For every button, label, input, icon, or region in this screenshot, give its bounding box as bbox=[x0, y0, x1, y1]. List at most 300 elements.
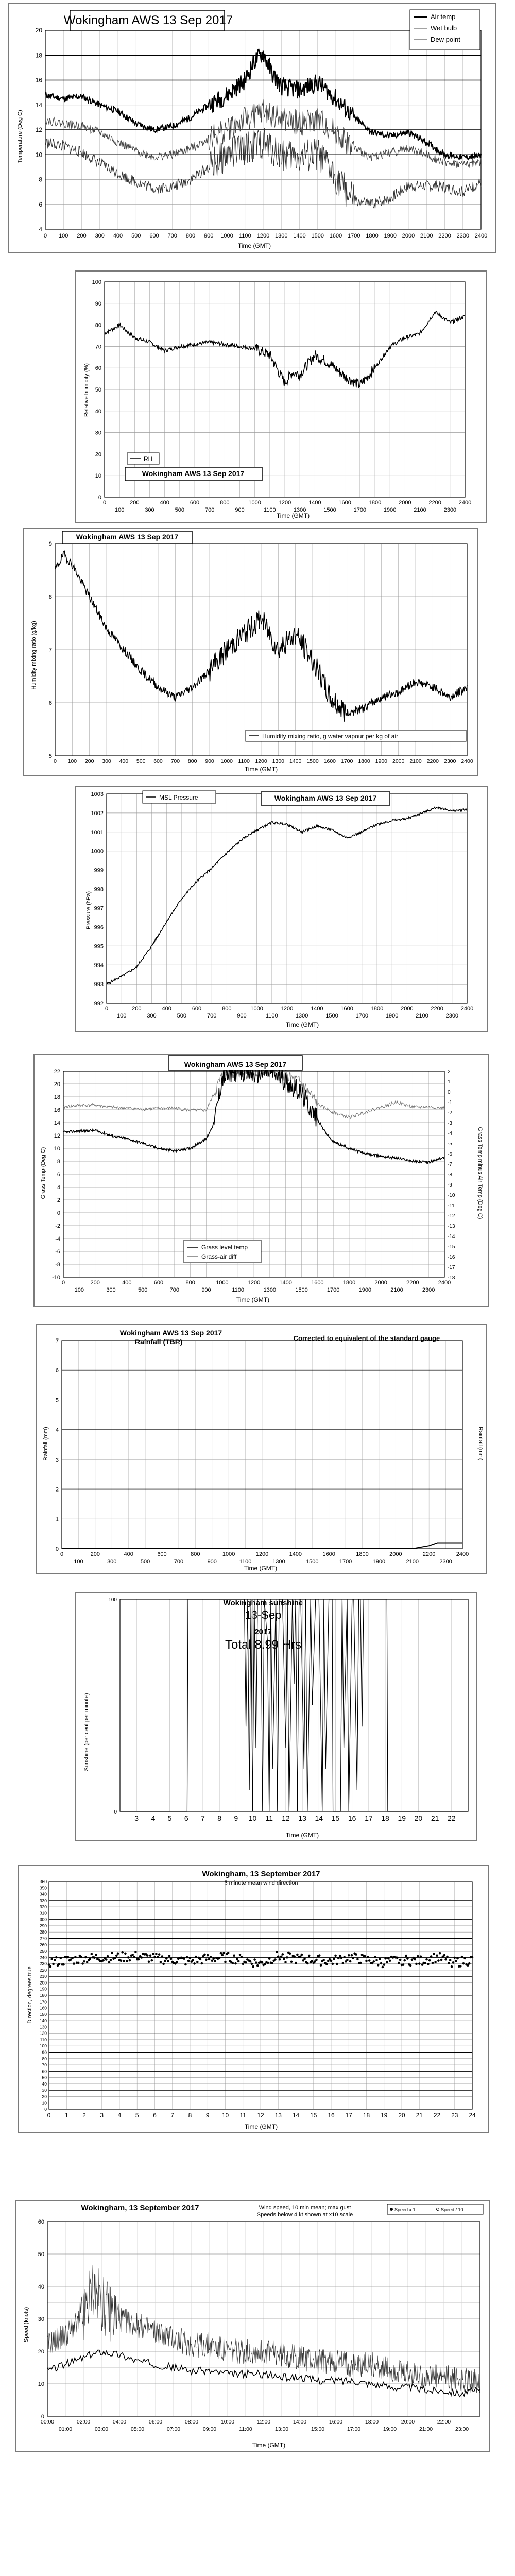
direction-point bbox=[49, 1965, 52, 1968]
direction-point bbox=[308, 1955, 311, 1957]
x-tick-label: 15 bbox=[310, 2112, 317, 2119]
y-tick-label: 14 bbox=[35, 101, 42, 109]
chart-year: 2017 bbox=[254, 1628, 272, 1636]
x-tick-label: 1400 bbox=[279, 1280, 292, 1286]
x-tick-label: 1300 bbox=[295, 1013, 308, 1019]
x-tick-label: 300 bbox=[106, 1287, 116, 1293]
y2-tick-label: -13 bbox=[448, 1224, 455, 1229]
direction-point bbox=[55, 1956, 58, 1959]
x-tick-label: 1900 bbox=[385, 1013, 399, 1019]
x-tick-label: 1500 bbox=[325, 1013, 338, 1019]
y-tick-label: 40 bbox=[95, 408, 101, 415]
x-tick-label: 00:00 bbox=[40, 2419, 55, 2425]
x-tick-label: 1500 bbox=[295, 1287, 308, 1293]
y-tick-label: 0 bbox=[55, 1546, 59, 1552]
legend-label: Speed / 10 bbox=[441, 2207, 464, 2212]
plot-frame bbox=[120, 1599, 468, 1811]
direction-point bbox=[428, 1959, 431, 1962]
x-tick-label: 2000 bbox=[374, 1280, 387, 1286]
direction-point bbox=[71, 1957, 74, 1959]
x-tick-label: 7 bbox=[201, 1814, 205, 1822]
x-tick-label: 2300 bbox=[443, 758, 456, 765]
direction-point bbox=[237, 1960, 240, 1963]
x-tick-label: 1700 bbox=[339, 1558, 352, 1565]
x-tick-label: 600 bbox=[149, 233, 159, 239]
direction-point bbox=[138, 1958, 140, 1961]
x-tick-label: 3 bbox=[134, 1814, 139, 1822]
legend-label: MSL Pressure bbox=[159, 794, 198, 801]
direction-point bbox=[425, 1958, 428, 1961]
y-tick-label: 20 bbox=[38, 2349, 44, 2355]
y-tick-label: 16 bbox=[35, 76, 42, 84]
x-tick-label: 1600 bbox=[329, 233, 342, 239]
direction-point bbox=[133, 1956, 135, 1958]
direction-point bbox=[252, 1965, 254, 1968]
wind-speed-chart bbox=[16, 2201, 489, 2451]
y-tick-label: 0 bbox=[57, 1210, 60, 1216]
x-tick-label: 2000 bbox=[389, 1551, 402, 1557]
y-tick-label: 10 bbox=[38, 2381, 44, 2387]
y-tick-label: 180 bbox=[39, 1993, 47, 1998]
y-tick-label: 50 bbox=[42, 2075, 47, 2080]
x-tick-label: 2100 bbox=[420, 233, 433, 239]
direction-point bbox=[107, 1955, 109, 1958]
x-axis-label: Time (GMT) bbox=[244, 766, 278, 773]
x-tick-label: 14 bbox=[315, 1814, 323, 1822]
direction-point bbox=[276, 1951, 278, 1953]
direction-point bbox=[120, 1960, 123, 1962]
x-tick-label: 2300 bbox=[443, 507, 457, 513]
y-tick-label: 30 bbox=[95, 430, 101, 436]
direction-point bbox=[117, 1952, 119, 1955]
direction-point bbox=[268, 1957, 271, 1960]
x-tick-label: 100 bbox=[116, 1013, 127, 1019]
direction-point bbox=[207, 1954, 209, 1957]
chart-date: 13-Sep bbox=[245, 1608, 282, 1621]
x-tick-label: 22:00 bbox=[437, 2419, 451, 2425]
grass-temp-chart bbox=[35, 1055, 488, 1306]
y-tick-label: 330 bbox=[39, 1897, 47, 1903]
x-tick-label: 800 bbox=[187, 758, 197, 765]
x-tick-label: 2000 bbox=[402, 233, 415, 239]
x-tick-label: 700 bbox=[174, 1558, 184, 1565]
direction-point bbox=[334, 1955, 337, 1957]
x-tick-label: 20 bbox=[414, 1814, 423, 1822]
y-tick-label: 70 bbox=[42, 2062, 47, 2068]
direction-point bbox=[127, 1956, 130, 1959]
y-tick-label: 90 bbox=[95, 300, 101, 307]
direction-point bbox=[277, 1955, 280, 1958]
direction-point bbox=[170, 1958, 173, 1960]
direction-point bbox=[296, 1954, 299, 1956]
y-tick-label: 60 bbox=[42, 2069, 47, 2074]
direction-point bbox=[256, 1964, 259, 1967]
y2-tick-label: 0 bbox=[448, 1090, 451, 1095]
y-tick-label: 340 bbox=[39, 1891, 47, 1897]
y-tick-label: 993 bbox=[94, 981, 104, 988]
direction-point bbox=[241, 1956, 243, 1958]
direction-point bbox=[60, 1957, 62, 1959]
chart-subtitle-2: Speeds below 4 kt shown at x10 scale bbox=[256, 2212, 353, 2218]
x-tick-label: 6 bbox=[153, 2112, 157, 2119]
direction-point bbox=[411, 1959, 414, 1961]
direction-point bbox=[74, 1956, 77, 1958]
x-tick-label: 900 bbox=[235, 507, 245, 513]
y2-tick-label: -16 bbox=[448, 1255, 455, 1260]
x-tick-label: 2200 bbox=[428, 500, 441, 506]
x-tick-label: 10 bbox=[248, 1814, 257, 1822]
x-tick-label: 600 bbox=[157, 1551, 167, 1557]
direction-point bbox=[239, 1954, 242, 1956]
x-tick-label: 1000 bbox=[220, 758, 233, 765]
direction-point bbox=[86, 1961, 89, 1963]
x-tick-label: 2100 bbox=[416, 1013, 428, 1019]
y-tick-label: 8 bbox=[39, 176, 42, 183]
direction-point bbox=[67, 1956, 70, 1959]
direction-point bbox=[242, 1963, 245, 1965]
x-tick-label: 1400 bbox=[311, 1006, 323, 1012]
x-tick-label: 100 bbox=[74, 1287, 84, 1293]
direction-point bbox=[303, 1958, 306, 1960]
direction-point bbox=[83, 1960, 85, 1963]
mixing-ratio-chart-panel bbox=[23, 528, 478, 776]
y-tick-label: -4 bbox=[55, 1236, 60, 1242]
y-tick-label: 100 bbox=[39, 2043, 47, 2049]
direction-point bbox=[352, 1957, 355, 1959]
x-tick-label: 1900 bbox=[375, 758, 388, 765]
x-tick-label: 500 bbox=[175, 507, 185, 513]
x-tick-label: 0 bbox=[61, 1280, 65, 1286]
x-tick-label: 2 bbox=[82, 2112, 86, 2119]
direction-point bbox=[220, 1952, 222, 1955]
direction-point bbox=[375, 1959, 378, 1961]
x-axis-label: Time (GMT) bbox=[276, 512, 310, 519]
direction-point bbox=[255, 1961, 258, 1964]
direction-point bbox=[111, 1952, 113, 1954]
y-tick-label: 18 bbox=[54, 1094, 60, 1100]
y-tick-label: 20 bbox=[35, 27, 42, 34]
direction-point bbox=[405, 1955, 407, 1957]
direction-point bbox=[282, 1953, 284, 1956]
x-tick-label: 100 bbox=[59, 233, 68, 239]
y-tick-label: 12 bbox=[35, 126, 42, 133]
x-tick-label: 300 bbox=[102, 758, 111, 765]
chart-title: Wokingham, 13 September 2017 bbox=[202, 1870, 320, 1878]
direction-point bbox=[355, 1953, 357, 1956]
x-tick-label: 400 bbox=[122, 1280, 132, 1286]
x-tick-label: 14:00 bbox=[293, 2419, 307, 2425]
direction-point bbox=[214, 1960, 216, 1963]
wind-direction-chart-panel bbox=[18, 1865, 489, 2133]
y-axis-label: Humidity mixing ratio (g/kg) bbox=[31, 621, 37, 690]
x-tick-label: 600 bbox=[192, 1006, 202, 1012]
direction-point bbox=[427, 1963, 430, 1965]
direction-point bbox=[149, 1954, 152, 1957]
x-tick-label: 20:00 bbox=[401, 2419, 415, 2425]
x-tick-label: 1 bbox=[64, 2112, 68, 2119]
y-tick-label: -6 bbox=[55, 1249, 60, 1255]
y-tick-label: 0 bbox=[41, 2414, 44, 2420]
y-tick-label: 998 bbox=[94, 886, 104, 893]
x-tick-label: 19:00 bbox=[383, 2426, 397, 2432]
x-tick-label: 23 bbox=[451, 2112, 458, 2119]
direction-point bbox=[121, 1951, 124, 1954]
x-tick-label: 2300 bbox=[422, 1287, 435, 1293]
y-tick-label: 350 bbox=[39, 1885, 47, 1891]
x-tick-label: 01:00 bbox=[58, 2426, 73, 2432]
y-tick-label: 6 bbox=[48, 700, 52, 706]
x-tick-label: 18 bbox=[363, 2112, 370, 2119]
x-tick-label: 1100 bbox=[238, 233, 251, 239]
grass-temp-chart-panel bbox=[33, 1054, 489, 1307]
x-tick-label: 600 bbox=[153, 758, 163, 765]
y-tick-label: 4 bbox=[55, 1427, 59, 1434]
y-tick-label: 10 bbox=[54, 1146, 60, 1152]
y-tick-label: 8 bbox=[48, 594, 52, 600]
x-tick-label: 1900 bbox=[383, 507, 397, 513]
x-tick-label: 900 bbox=[201, 1287, 211, 1293]
x-tick-label: 6 bbox=[184, 1814, 188, 1822]
direction-point bbox=[462, 1962, 465, 1965]
direction-point bbox=[322, 1959, 325, 1961]
x-tick-label: 23:00 bbox=[455, 2426, 469, 2432]
temperature-chart bbox=[9, 4, 495, 252]
legend-label: RH bbox=[144, 455, 153, 463]
direction-point bbox=[389, 1960, 391, 1962]
pressure-chart-panel bbox=[75, 786, 488, 1032]
x-tick-label: 24 bbox=[469, 2112, 476, 2119]
direction-point bbox=[176, 1961, 178, 1963]
x-tick-label: 2200 bbox=[431, 1006, 443, 1012]
direction-point bbox=[73, 1962, 75, 1965]
direction-point bbox=[336, 1963, 338, 1965]
rainfall-chart bbox=[37, 1325, 486, 1573]
direction-point bbox=[464, 1957, 466, 1960]
legend-swatch bbox=[390, 2208, 393, 2211]
direction-point bbox=[205, 1959, 208, 1961]
x-tick-label: 500 bbox=[136, 758, 146, 765]
direction-point bbox=[62, 1963, 65, 1966]
chart-title: Wokingham sunshine bbox=[223, 1599, 303, 1607]
x-tick-label: 700 bbox=[170, 758, 180, 765]
x-tick-label: 2300 bbox=[439, 1558, 452, 1565]
x-tick-label: 100 bbox=[114, 507, 125, 513]
sunshine-chart-panel bbox=[75, 1592, 477, 1841]
direction-point bbox=[221, 1954, 224, 1957]
direction-point bbox=[315, 1959, 318, 1961]
direction-point bbox=[430, 1955, 433, 1958]
direction-point bbox=[454, 1957, 456, 1959]
x-tick-label: 1000 bbox=[248, 500, 261, 506]
direction-point bbox=[48, 1963, 50, 1966]
x-tick-label: 20 bbox=[398, 2112, 405, 2119]
direction-point bbox=[183, 1958, 185, 1960]
x-tick-label: 700 bbox=[169, 1287, 180, 1293]
pressure-chart bbox=[76, 787, 487, 1031]
x-tick-label: 18 bbox=[381, 1814, 389, 1822]
x-tick-label: 2400 bbox=[460, 1006, 474, 1012]
direction-point bbox=[123, 1960, 125, 1962]
y-axis-label: Temperature (Deg C) bbox=[17, 110, 23, 163]
y2-tick-label: 2 bbox=[448, 1069, 451, 1075]
y-tick-label: 250 bbox=[39, 1948, 47, 1954]
x-tick-label: 0 bbox=[60, 1551, 64, 1557]
x-tick-label: 800 bbox=[220, 500, 230, 506]
direction-point bbox=[212, 1957, 215, 1960]
direction-point bbox=[348, 1954, 350, 1957]
direction-point bbox=[299, 1955, 302, 1958]
direction-point bbox=[418, 1962, 421, 1965]
chart-subtitle: Rainfall (TBR) bbox=[135, 1337, 183, 1346]
wind-direction-chart bbox=[19, 1866, 488, 2132]
direction-point bbox=[155, 1953, 158, 1955]
x-axis-label: Time (GMT) bbox=[244, 1565, 278, 1572]
x-tick-label: 1500 bbox=[306, 758, 319, 765]
direction-point bbox=[318, 1954, 321, 1957]
direction-point bbox=[365, 1960, 368, 1962]
y-tick-label: 80 bbox=[42, 2056, 47, 2061]
direction-point bbox=[359, 1962, 362, 1964]
y-tick-label: 7 bbox=[55, 1338, 59, 1344]
y-tick-label: 150 bbox=[39, 2011, 47, 2017]
y-tick-label: 6 bbox=[39, 200, 42, 208]
direction-point bbox=[193, 1962, 196, 1965]
direction-point bbox=[131, 1954, 134, 1956]
x-tick-label: 2100 bbox=[390, 1287, 403, 1293]
direction-point bbox=[91, 1953, 93, 1955]
x-tick-label: 15:00 bbox=[311, 2426, 325, 2432]
x-tick-label: 2200 bbox=[406, 1280, 419, 1286]
y-tick-label: 8 bbox=[57, 1159, 60, 1165]
series-line-sunshine bbox=[120, 1599, 468, 1811]
x-tick-label: 400 bbox=[124, 1551, 133, 1557]
direction-point bbox=[374, 1956, 376, 1959]
direction-point bbox=[203, 1954, 206, 1956]
direction-point bbox=[245, 1961, 247, 1964]
y-tick-label: 270 bbox=[39, 1936, 47, 1941]
x-tick-label: 900 bbox=[237, 1013, 247, 1019]
x-tick-label: 1700 bbox=[327, 1287, 340, 1293]
x-tick-label: 21:00 bbox=[419, 2426, 433, 2432]
x-tick-label: 200 bbox=[130, 500, 140, 506]
x-tick-label: 200 bbox=[90, 1551, 100, 1557]
direction-point bbox=[333, 1958, 335, 1960]
y-tick-label: 30 bbox=[38, 2316, 44, 2323]
x-tick-label: 300 bbox=[145, 507, 154, 513]
y2-tick-label: -3 bbox=[448, 1121, 452, 1126]
chart-title: Wokingham AWS 13 Sep 2017 bbox=[119, 1329, 222, 1337]
y2-tick-label: -11 bbox=[448, 1203, 455, 1209]
direction-point bbox=[108, 1961, 111, 1964]
direction-point bbox=[222, 1952, 225, 1954]
y-tick-label: 9 bbox=[48, 541, 52, 547]
direction-point bbox=[380, 1962, 383, 1965]
x-tick-label: 0 bbox=[43, 233, 47, 239]
y-tick-label: 140 bbox=[39, 2018, 47, 2024]
x-tick-label: 2200 bbox=[422, 1551, 436, 1557]
direction-point bbox=[280, 1956, 283, 1958]
direction-point bbox=[433, 1953, 436, 1955]
y2-tick-label: -10 bbox=[448, 1193, 455, 1198]
humidity-chart-panel bbox=[75, 270, 487, 523]
x-tick-label: 1100 bbox=[266, 1013, 278, 1019]
x-tick-label: 1300 bbox=[272, 1558, 285, 1565]
chart-title: Wokingham AWS 13 Sep 2017 bbox=[76, 533, 179, 541]
x-tick-label: 9 bbox=[205, 2112, 210, 2119]
direction-point bbox=[160, 1961, 162, 1963]
y-tick-label: 2 bbox=[57, 1197, 60, 1204]
direction-point bbox=[187, 1960, 190, 1962]
x-tick-label: 400 bbox=[160, 500, 169, 506]
x-tick-label: 800 bbox=[222, 1006, 232, 1012]
direction-point bbox=[446, 1956, 449, 1958]
legend-label: Wet bulb bbox=[431, 24, 457, 32]
direction-point bbox=[342, 1962, 345, 1964]
direction-point bbox=[271, 1962, 274, 1965]
direction-point bbox=[134, 1951, 137, 1953]
x-tick-label: 15 bbox=[331, 1814, 340, 1822]
x-tick-label: 1600 bbox=[311, 1280, 324, 1286]
chart-title: Wokingham AWS 13 Sep 2017 bbox=[142, 469, 245, 478]
y-tick-label: 200 bbox=[39, 1980, 47, 1986]
x-tick-label: 2400 bbox=[474, 233, 488, 239]
direction-point bbox=[199, 1958, 202, 1961]
direction-point bbox=[290, 1961, 293, 1963]
x-tick-label: 12 bbox=[257, 2112, 264, 2119]
direction-point bbox=[295, 1962, 297, 1964]
x-tick-label: 2200 bbox=[438, 233, 451, 239]
x-tick-label: 300 bbox=[147, 1013, 157, 1019]
y2-tick-label: -6 bbox=[448, 1151, 452, 1157]
direction-point bbox=[89, 1958, 92, 1960]
x-tick-label: 1400 bbox=[308, 500, 321, 506]
direction-point bbox=[50, 1958, 53, 1960]
x-tick-label: 1800 bbox=[356, 1551, 369, 1557]
direction-point bbox=[301, 1954, 303, 1956]
y-axis-label: Speed (knots) bbox=[23, 2307, 29, 2343]
direction-point bbox=[264, 1963, 266, 1965]
x-tick-label: 8 bbox=[217, 1814, 222, 1822]
direction-point bbox=[440, 1959, 443, 1961]
y2-tick-label: -12 bbox=[448, 1213, 455, 1219]
y-tick-label: 4 bbox=[57, 1184, 60, 1191]
y-tick-label: 1002 bbox=[91, 810, 104, 817]
x-tick-label: 1200 bbox=[255, 1551, 269, 1557]
direction-point bbox=[141, 1956, 143, 1959]
x-tick-label: 17 bbox=[345, 2112, 352, 2119]
y-tick-label: 60 bbox=[38, 2219, 44, 2225]
chart-title: Wokingham AWS 13 Sep 2017 bbox=[63, 13, 233, 27]
direction-point bbox=[437, 1959, 440, 1962]
direction-point bbox=[439, 1952, 441, 1955]
x-tick-label: 900 bbox=[204, 233, 214, 239]
x-tick-label: 1500 bbox=[311, 233, 324, 239]
y-tick-label: -10 bbox=[52, 1275, 60, 1281]
y-tick-label: 240 bbox=[39, 1955, 47, 1960]
x-tick-label: 1200 bbox=[255, 758, 267, 765]
x-tick-label: 700 bbox=[204, 507, 215, 513]
x-tick-label: 1800 bbox=[342, 1280, 356, 1286]
x-tick-label: 1200 bbox=[256, 233, 270, 239]
x-tick-label: 300 bbox=[107, 1558, 117, 1565]
direction-point bbox=[330, 1960, 333, 1962]
y-tick-label: 14 bbox=[54, 1120, 60, 1126]
direction-point bbox=[192, 1959, 194, 1961]
x-tick-label: 1800 bbox=[370, 1006, 384, 1012]
x-tick-label: 800 bbox=[185, 233, 196, 239]
chart-title: Wokingham AWS 13 Sep 2017 bbox=[184, 1060, 287, 1069]
y-tick-label: -2 bbox=[55, 1223, 60, 1229]
